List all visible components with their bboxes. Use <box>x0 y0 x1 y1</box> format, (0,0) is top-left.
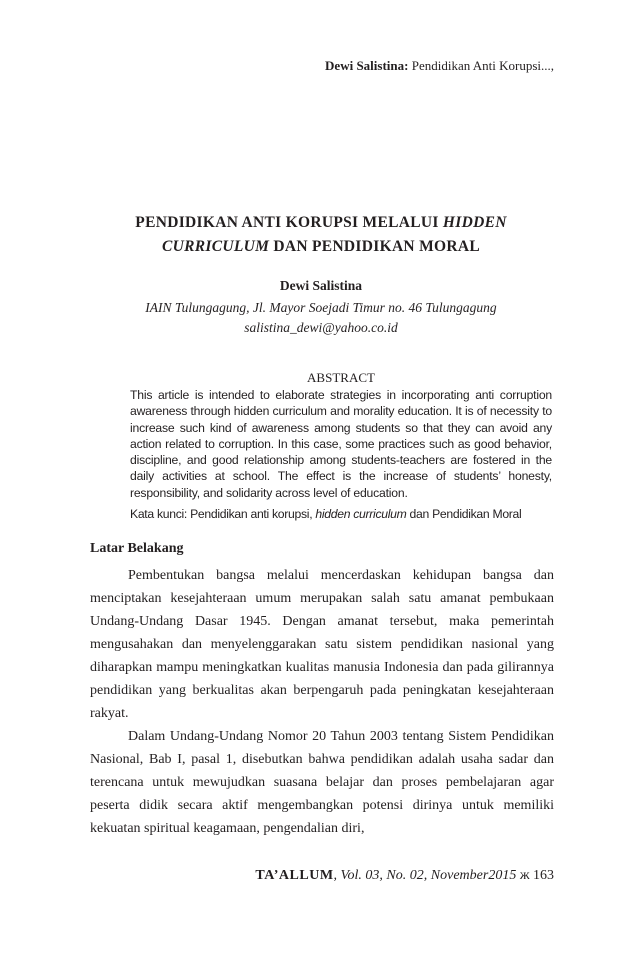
running-head <box>200 58 554 74</box>
running-head-author: Dewi Salistina: <box>325 58 409 73</box>
keywords-rest: dan Pendidikan Moral <box>406 507 522 521</box>
footer-issue: , Vol. 03, No. 02, November2015 <box>333 868 517 883</box>
running-head-title: Pendidikan Anti Korupsi..., <box>411 58 554 73</box>
author-affiliation: IAIN Tulungagung, Jl. Mayor Soejadi Timur no. 46 Tulungagung <box>145 300 497 315</box>
keywords <box>130 506 560 522</box>
author-affiliation-block <box>70 298 572 338</box>
section-heading: Latar Belakang <box>90 541 184 556</box>
article-title <box>95 211 547 259</box>
title-line2: DAN PENDIDIKAN MORAL <box>269 238 481 255</box>
paragraph: Dalam Undang-Undang Nomor 20 Tahun 2003 tentang Sistem Pendidikan Nasional, Bab I, pasal 1, disebutkan bahwa pendidikan adalah usaha sadar dan terencana untuk mewujudkan suasana belajar dan proses pembelajaran agar peserta didik secara aktif mengembangkan potensi dirinya untuk memiliki kekuatan spiritual keagamaan, pengendalian diri, <box>90 729 554 836</box>
abstract-heading: ABSTRACT <box>307 370 375 385</box>
title-line1-italic: HIDDEN <box>442 214 507 231</box>
body-text <box>90 564 554 840</box>
title-line1: PENDIDIKAN ANTI KORUPSI MELALUI <box>135 214 443 231</box>
keywords-italic: hidden curriculum <box>315 507 407 521</box>
footer-page-number: ж 163 <box>516 868 554 883</box>
paragraph: Pembentukan bangsa melalui mencerdaskan kehidupan bangsa dan menciptakan kesejahteraan umum merupakan salah satu amanat pembukaan Undang-Undang Dasar 1945. Dengan amanat tersebut, maka pemerintah mengusahakan dan menyelenggarakan satu sistem pendidikan nasional yang diharapkan mampu meningkatkan kualitas manusia Indonesia dan pada gilirannya pendidikan yang berkualitas akan berpengaruh pada peningkatan kesejahteraan rakyat. <box>90 568 554 721</box>
page-footer <box>150 868 554 884</box>
author-name: Dewi Salistina <box>279 278 363 293</box>
footer-journal: TA’ALLUM <box>255 868 334 883</box>
keywords-label: Kata kunci: Pendidikan anti korupsi, <box>130 507 316 521</box>
abstract-text: This article is intended to elaborate strategies in incorporating anti corruption awareness through hidden curriculum and morality education. It is of necessity to increase such kind of awareness among students so that they can avoid any action related to corruption. In this case, some practices such as good behavior, discipline, and good relationship among students-teachers are fostered in the daily activities at school. The effect is the increase of students’ honesty, responsibility, and solidarity across level of education. <box>130 388 552 500</box>
title-line2-italic: CURRICULUM <box>161 238 270 255</box>
author-email: salistina_dewi@yahoo.co.id <box>244 320 398 335</box>
